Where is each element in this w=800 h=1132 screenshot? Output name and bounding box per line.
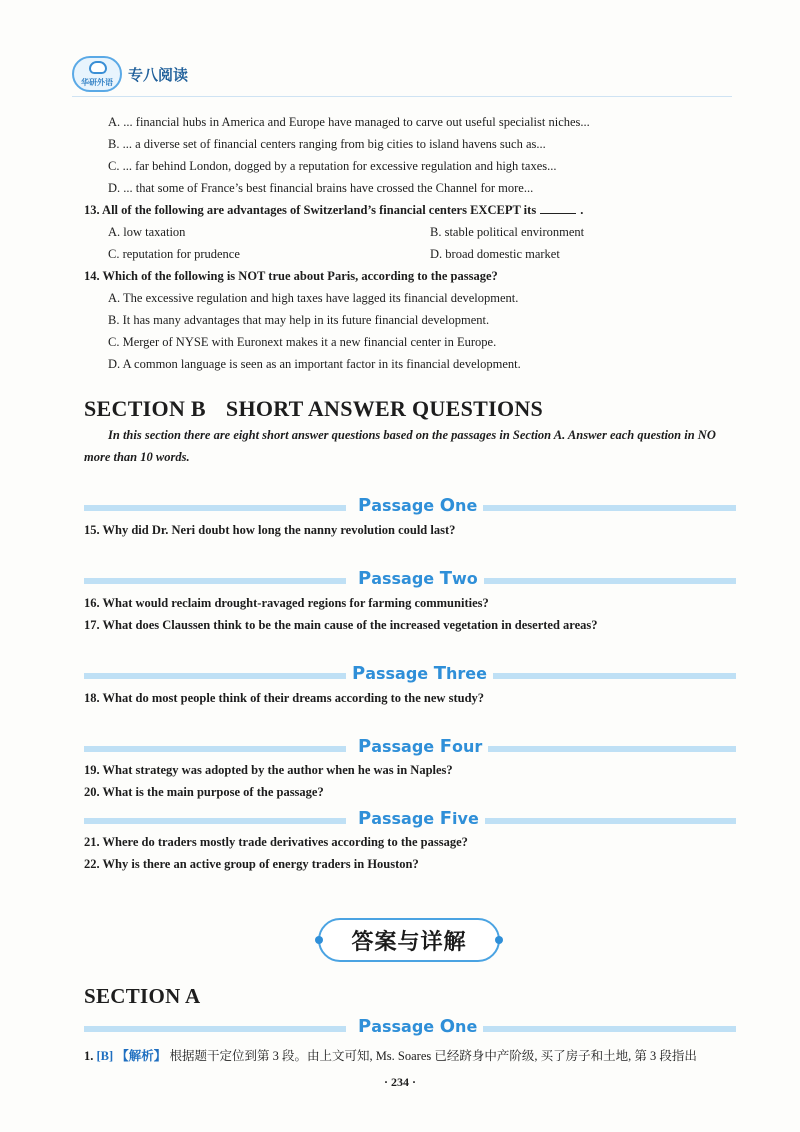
q14-option-d: D. A common language is seen as an important factor in its financial development. <box>108 357 521 371</box>
answer-explanation: 根据题干定位到第 3 段。由上文可知, Ms. Soares 已经跻身中产阶级, 买了房子和土地, 第 3 段指出 <box>169 1049 697 1063</box>
question-20: 20. What is the main purpose of the passage? <box>84 785 324 799</box>
q13-stem <box>84 202 583 218</box>
logo <box>72 56 122 92</box>
q13-stem-end: . <box>580 203 584 217</box>
passage-two-label: Passage Two <box>352 568 484 589</box>
passage-four-label: Passage Four <box>352 736 488 757</box>
answers-passage-one-label: Passage One <box>352 1016 483 1037</box>
passage-five-label: Passage Five <box>352 808 485 829</box>
answer-1-line <box>84 1046 697 1064</box>
question-17: 17. What does Claussen think to be the main cause of the increased vegetation in deserted areas? <box>84 618 598 632</box>
header-divider <box>72 96 732 97</box>
q13-option-a: A. low taxation <box>108 225 186 239</box>
question-15: 15. Why did Dr. Neri doubt how long the nanny revolution could last? <box>84 523 456 537</box>
banner-dot-icon <box>495 936 503 944</box>
q12-option-b: B. ... a diverse set of financial centers ranging from big cities to island havens such as... <box>108 137 546 151</box>
question-18: 18. What do most people think of their dreams according to the new study? <box>84 691 485 705</box>
passage-one-band <box>84 497 736 517</box>
banner-dot-icon <box>315 936 323 944</box>
answers-banner <box>318 918 500 962</box>
answer-key: [B] <box>96 1049 114 1063</box>
section-b-title <box>84 396 543 422</box>
page-header <box>72 56 188 92</box>
section-b-heading: SHORT ANSWER QUESTIONS <box>225 396 544 421</box>
passage-one-label: Passage One <box>352 495 483 516</box>
section-b-label: SECTION B <box>84 396 206 421</box>
passage-five-band <box>84 810 736 830</box>
q14-stem: 14. Which of the following is NOT true about Paris, according to the passage? <box>84 269 498 283</box>
q14-option-b: B. It has many advantages that may help in its future financial development. <box>108 313 490 327</box>
page-number: · 234 · <box>383 1075 416 1089</box>
passage-three-band <box>84 665 736 685</box>
question-22: 22. Why is there an active group of energy traders in Houston? <box>84 857 419 871</box>
analysis-tag: 【解析】 <box>116 1049 167 1063</box>
frog-logo-icon <box>89 61 107 74</box>
q13-option-b: B. stable political environment <box>430 225 585 239</box>
q13-option-d: D. broad domestic market <box>430 247 560 261</box>
answers-banner-text: 答案与详解 <box>351 929 467 955</box>
question-21: 21. Where do traders mostly trade derivatives according to the passage? <box>84 835 468 849</box>
q13-option-c: C. reputation for prudence <box>108 247 240 261</box>
logo-text: 华研外语 <box>81 78 113 87</box>
answer-blank <box>540 202 576 214</box>
passage-three-label: Passage Three <box>346 663 493 684</box>
answer-number: 1. <box>84 1049 94 1063</box>
section-b-instructions: In this section there are eight short answer questions based on the passages in Section A. Answer each question in NO more than 10 words. <box>84 428 716 464</box>
passage-two-band <box>84 570 736 590</box>
q12-option-c: C. ... far behind London, dogged by a reputation for excessive regulation and high taxes... <box>108 159 557 173</box>
section-a-title: SECTION A <box>84 984 201 1008</box>
q12-option-a: A. ... financial hubs in America and Europe have managed to carve out useful specialist niches... <box>108 115 590 129</box>
answers-passage-one-band <box>84 1018 736 1038</box>
q12-option-d: D. ... that some of France’s best financial brains have crossed the Channel for more... <box>108 181 534 195</box>
passage-four-band <box>84 738 736 758</box>
q14-option-a: A. The excessive regulation and high taxes have lagged its financial development. <box>108 291 519 305</box>
q13-stem-text: 13. All of the following are advantages of Switzerland’s financial centers EXCEPT its <box>84 203 537 217</box>
header-title: 专八阅读 <box>128 65 189 84</box>
question-16: 16. What would reclaim drought-ravaged regions for farming communities? <box>84 596 489 610</box>
q14-option-c: C. Merger of NYSE with Euronext makes it a new financial center in Europe. <box>108 335 497 349</box>
question-19: 19. What strategy was adopted by the author when he was in Naples? <box>84 763 453 777</box>
